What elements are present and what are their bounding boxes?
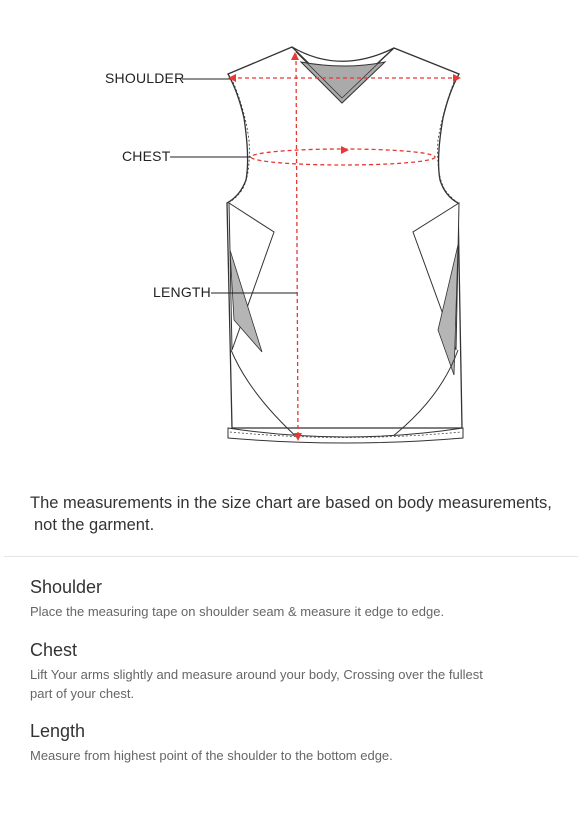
divider	[4, 556, 578, 557]
measurement-note	[30, 492, 560, 536]
chest-label: CHEST	[122, 148, 171, 164]
guide-description: Place the measuring tape on shoulder seam & measure it edge to edge.	[30, 604, 445, 619]
guide-item-chest	[30, 639, 550, 703]
note-line-2: not the garment.	[34, 516, 155, 534]
length-label: LENGTH	[153, 284, 211, 300]
guide-title: Chest	[30, 640, 78, 660]
guide-item-length	[30, 720, 550, 765]
hem	[228, 428, 463, 443]
shoulder-label: SHOULDER	[105, 70, 185, 86]
guide-item-shoulder	[30, 576, 550, 621]
guide-description: Lift Your arms slightly and measure around your body, Crossing over the fullest part of your chest.	[30, 667, 483, 701]
note-line-1: The measurements in the size chart are based on body measurements,	[30, 494, 552, 512]
guide-title: Length	[30, 721, 86, 741]
guide-description: Measure from highest point of the shoulder to the bottom edge.	[30, 748, 393, 763]
guide-title: Shoulder	[30, 577, 103, 597]
